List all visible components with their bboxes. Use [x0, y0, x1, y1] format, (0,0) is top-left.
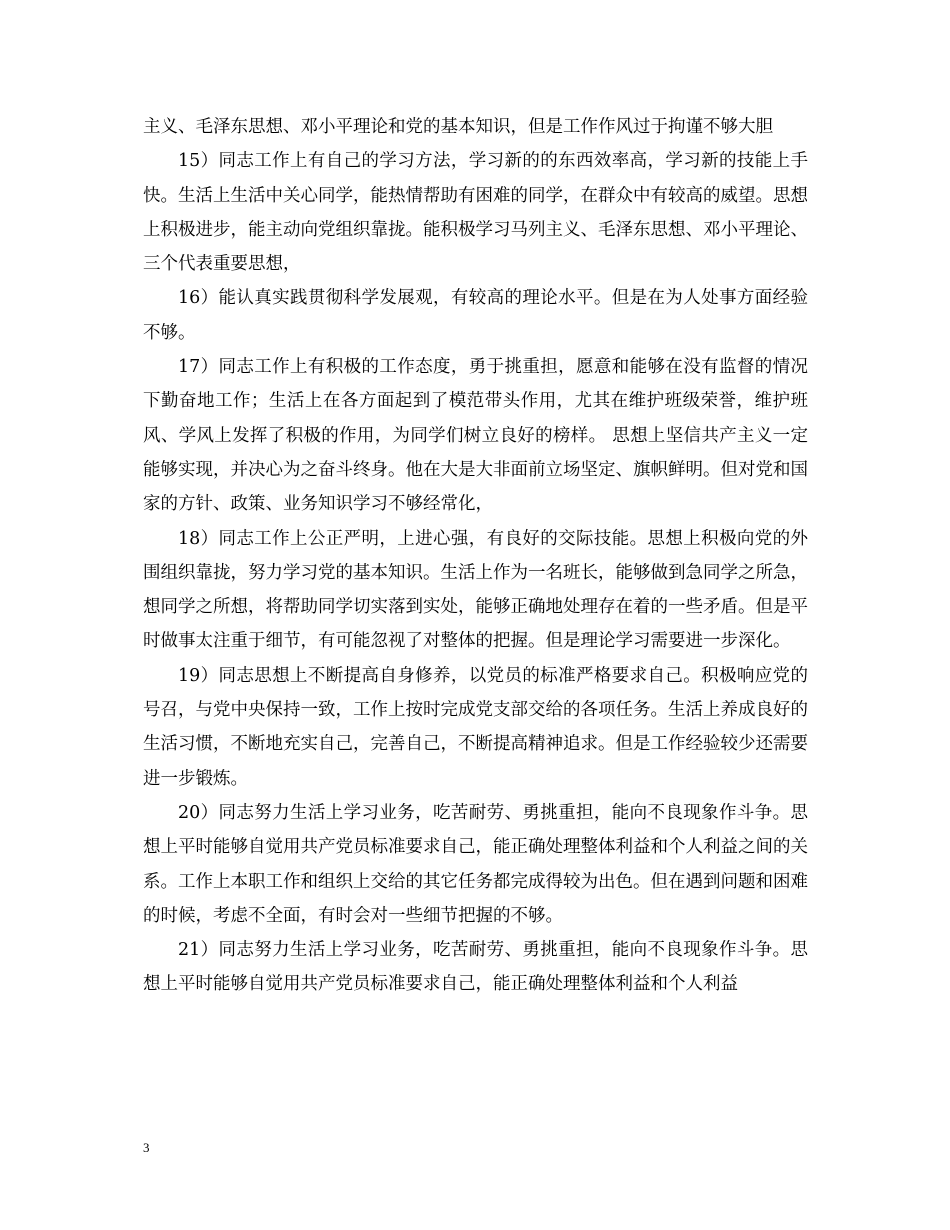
- paragraph-19: 19）同志思想上不断提高自身修养，以党员的标准严格要求自己。积极响应党的号召，与党中央保持一致，工作上按时完成党支部交给的各项任务。生活上养成良好的生活习惯，不断地充实自己，完善自己，不断提高精神追求。但是工作经验较少还需要进一步锻炼。: [143, 665, 808, 789]
- paragraph-continuation: 主义、毛泽东思想、邓小平理论和党的基本知识，但是工作作风过于拘谨不够大胆: [143, 117, 773, 137]
- paragraph-21: 21）同志努力生活上学习业务，吃苦耐劳、勇挑重担，能向不良现象作斗争。思想上平时能够自觉用共产党员标准要求自己，能正确处理整体利益和个人利益: [143, 940, 808, 995]
- paragraph-15: 15）同志工作上有自己的学习方法，学习新的的东西效率高，学习新的技能上手快。生活上生活中关心同学，能热情帮助有困难的同学，在群众中有较高的威望。思想上积极进步，能主动向党组织靠拢。能积极学习马列主义、毛泽东思想、邓小平理论、三个代表重要思想，: [143, 151, 808, 275]
- document-body: [143, 110, 808, 1002]
- paragraph-16: 16）能认真实践贯彻科学发展观，有较高的理论水平。但是在为人处事方面经验不够。: [143, 288, 808, 343]
- paragraph-18: 18）同志工作上公正严明，上进心强，有良好的交际技能。思想上积极向党的外围组织靠拢，努力学习党的基本知识。生活上作为一名班长，能够做到急同学之所急，想同学之所想，将帮助同学切实落到实处，能够正确地处理存在着的一些矛盾。但是平时做事太注重于细节，有可能忽视了对整体的把握。但是理论学习需要进一步深化。: [143, 528, 808, 652]
- paragraph-20: 20）同志努力生活上学习业务，吃苦耐劳、勇挑重担，能向不良现象作斗争。思想上平时能够自觉用共产党员标准要求自己，能正确处理整体利益和个人利益之间的关系。工作上本职工作和组织上交给的其它任务都完成得较为出色。但在遇到问题和困难的时候，考虑不全面，有时会对一些细节把握的不够。: [143, 802, 808, 926]
- page-number: 3: [143, 1140, 150, 1155]
- paragraph-17: 17）同志工作上有积极的工作态度，勇于挑重担，愿意和能够在没有监督的情况下勤奋地工作；生活上在各方面起到了模范带头作用，尤其在维护班级荣誉，维护班风、学风上发挥了积极的作用，为同学们树立良好的榜样。 思想上坚信共产主义一定能够实现，并决心为之奋斗终身。他在大是大非面前立场坚定、旗帜鲜明。但对党和国家的方针、政策、业务知识学习不够经常化，: [143, 357, 808, 515]
